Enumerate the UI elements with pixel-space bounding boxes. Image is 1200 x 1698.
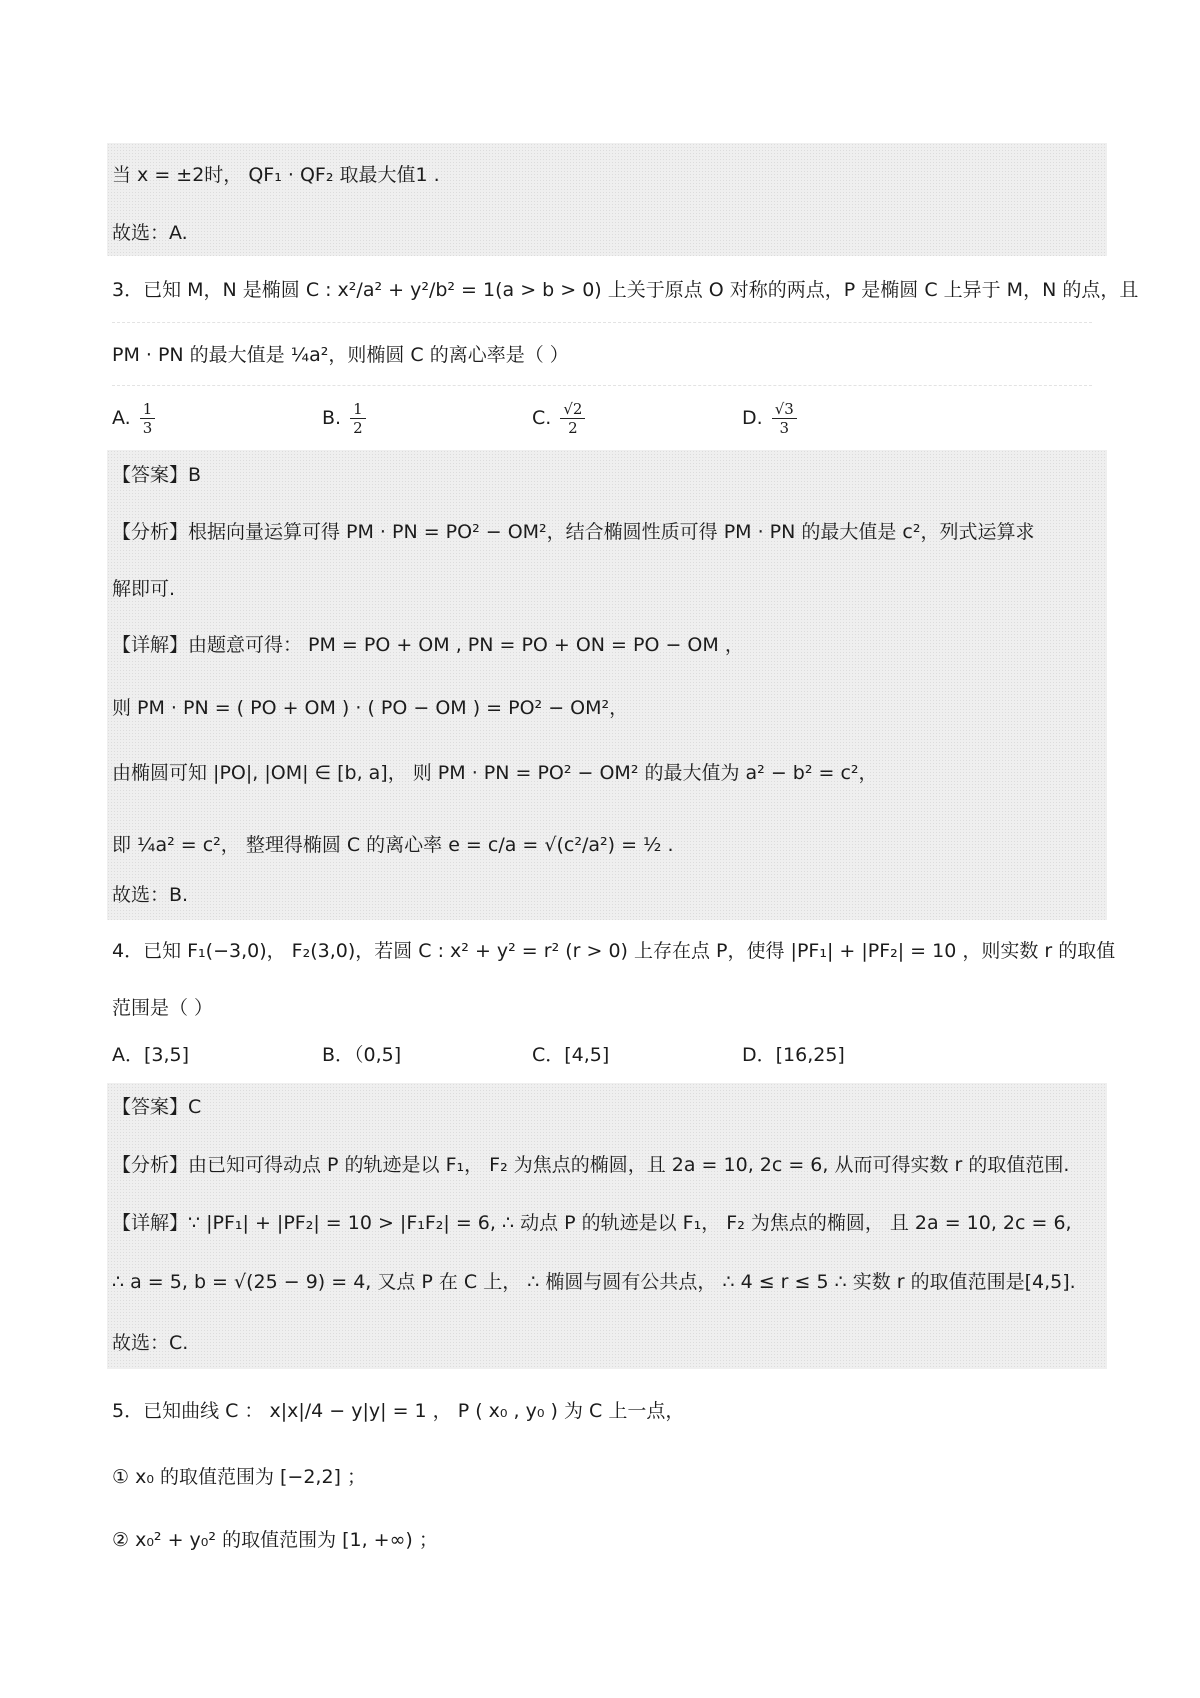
q5-claim-1: ① x₀ 的取值范围为 [−2,2] ； — [112, 1466, 367, 1488]
divider — [112, 385, 1092, 386]
option-letter: A. — [112, 407, 131, 429]
q4-option-a: A．[3,5] — [112, 1044, 190, 1066]
q3-detail-line-2: 则 PM · PN = ( PO + OM ) · ( PO − OM ) = PO² − OM²， — [112, 697, 629, 719]
q4-analysis: 【分析】由已知可得动点 P 的轨迹是以 F₁， F₂ 为焦点的椭圆，且 2a = 10, 2c = 6, 从而可得实数 r 的取值范围. — [112, 1154, 1070, 1176]
option-fraction — [140, 400, 156, 437]
option-fraction — [560, 400, 585, 437]
q4-answer: 【答案】C — [112, 1096, 202, 1118]
option-letter: C. — [532, 407, 552, 429]
q3-analysis-line-2: 解即可. — [112, 578, 176, 600]
q2-conclusion-line: 当 x = ±2时， QF₁ · QF₂ 取最大值1 . — [112, 164, 440, 186]
q4-stem-line-1: 4．已知 F₁(−3,0)， F₂(3,0)，若圆 C : x² + y² = r² (r > 0) 上存在点 P，使得 |PF₁| + |PF₂| = 10 ，则实数 r 的取值 — [112, 940, 1116, 962]
option-letter: D. — [742, 407, 763, 429]
q3-stem-line-1: 3．已知 M，N 是椭圆 C : x²/a² + y²/b² = 1(a > b > 0) 上关于原点 O 对称的两点，P 是椭圆 C 上异于 M，N 的点，且 — [112, 279, 1139, 301]
q2-choice-line: 故选：A. — [112, 222, 188, 244]
q3-option-c — [532, 400, 588, 437]
q4-detail-line-1: 【详解】∵ |PF₁| + |PF₂| = 10 > |F₁F₂| = 6, ∴ 动点 P 的轨迹是以 F₁， F₂ 为焦点的椭圆， 且 2a = 10, 2c = 6, — [112, 1212, 1072, 1234]
q4-option-d: D．[16,25] — [742, 1044, 845, 1066]
q3-detail-line-3: 由椭圆可知 |PO|, |OM| ∈ [b, a]， 则 PM · PN = PO² − OM² 的最大值为 a² − b² = c²， — [112, 762, 878, 784]
divider — [112, 322, 1092, 323]
fraction-numerator: 1 — [140, 400, 156, 419]
q4-stem-line-2: 范围是（ ） — [112, 997, 214, 1019]
q3-detail-line-1: 【详解】由题意可得： PM = PO + OM , PN = PO + ON = PO − OM ， — [112, 634, 744, 656]
fraction-numerator: 1 — [350, 400, 366, 419]
q3-option-b — [322, 400, 369, 437]
q4-option-c: C．[4,5] — [532, 1044, 610, 1066]
q5-claim-2: ② x₀² + y₀² 的取值范围为 [1, +∞) ； — [112, 1529, 438, 1551]
q4-choice-line: 故选：C. — [112, 1332, 189, 1354]
fraction-numerator: √3 — [772, 400, 797, 419]
option-letter: B. — [322, 407, 342, 429]
fraction-denominator: 2 — [568, 419, 578, 437]
q3-option-d — [742, 400, 800, 437]
q4-option-b: B．（0,5] — [322, 1044, 402, 1066]
q3-stem-line-2: PM · PN 的最大值是 ¼a²，则椭圆 C 的离心率是（ ） — [112, 344, 569, 366]
q5-stem-line: 5．已知曲线 C ： x|x|/4 − y|y| = 1 ， P ( x₀ , y₀ ) 为 C 上一点， — [112, 1400, 685, 1422]
q3-answer: 【答案】B — [112, 464, 202, 486]
option-fraction — [772, 400, 797, 437]
fraction-denominator: 2 — [353, 419, 363, 437]
fraction-denominator: 3 — [779, 419, 790, 437]
option-fraction — [350, 400, 366, 437]
q3-option-a — [112, 400, 158, 437]
q3-analysis-line-1: 【分析】根据向量运算可得 PM · PN = PO² − OM²，结合椭圆性质可得 PM · PN 的最大值是 c²，列式运算求 — [112, 521, 1035, 543]
q4-detail-line-2: ∴ a = 5, b = √(25 − 9) = 4, 又点 P 在 C 上， ∴ 椭圆与圆有公共点， ∴ 4 ≤ r ≤ 5 ∴ 实数 r 的取值范围是[4,5]. — [112, 1271, 1076, 1293]
fraction-numerator: √2 — [560, 400, 585, 419]
fraction-denominator: 3 — [142, 419, 153, 437]
q3-choice-line: 故选：B. — [112, 884, 189, 906]
q3-detail-line-4: 即 ¼a² = c²， 整理得椭圆 C 的离心率 e = c/a = √(c²/a²) = ½ . — [112, 834, 674, 856]
